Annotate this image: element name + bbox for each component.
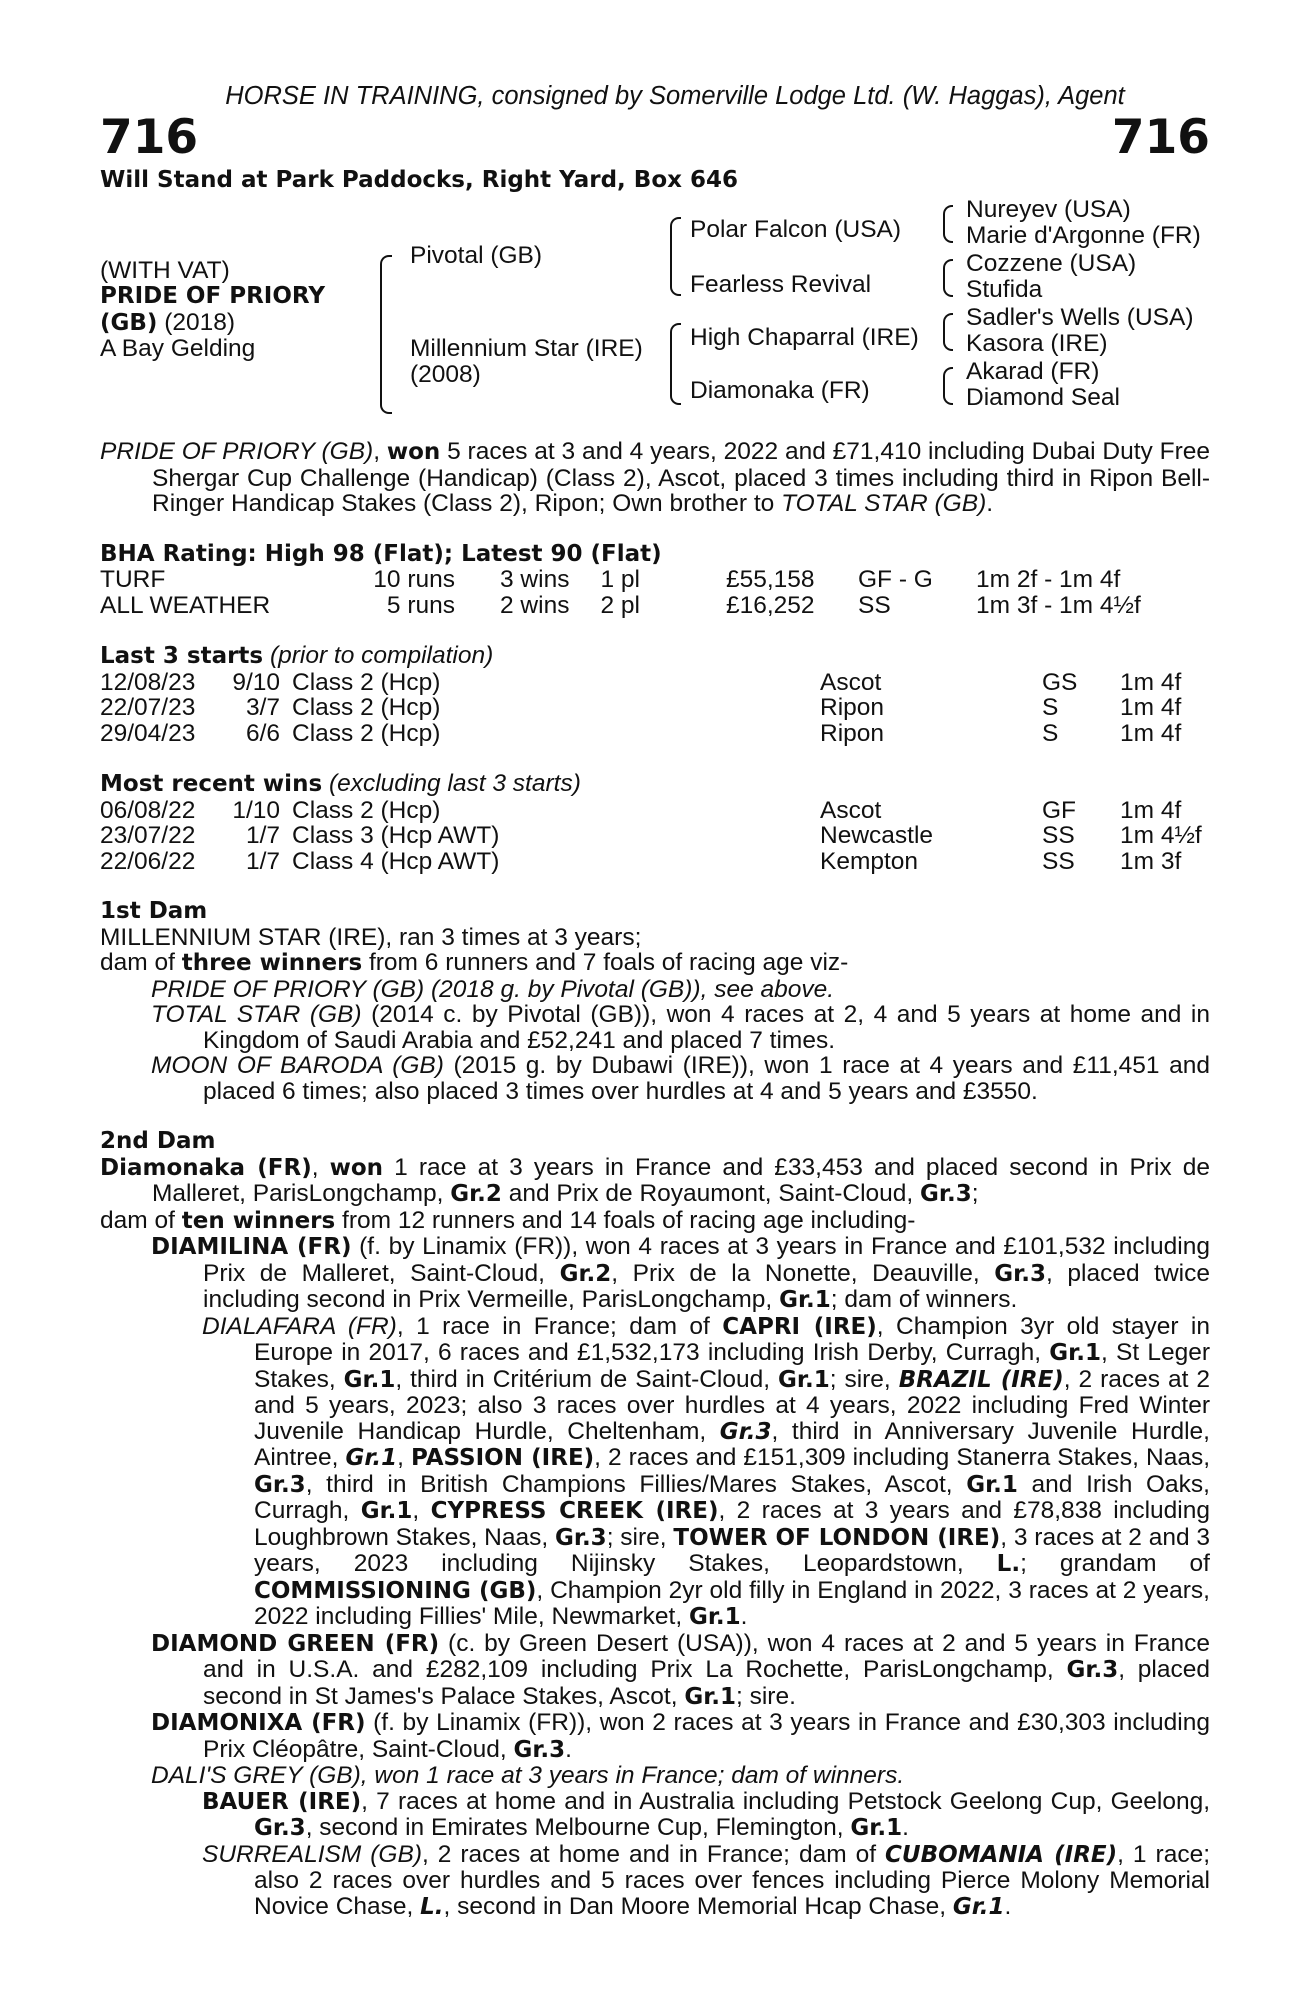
race-row: 22/06/22 1/7 Class 4 (Hcp AWT) Kempton SS 1m 3f xyxy=(100,847,1182,875)
pedigree-brace-7 xyxy=(943,367,953,405)
pedigree-brace-1 xyxy=(380,255,392,414)
pedigree-brace-4 xyxy=(943,205,953,243)
pedigree-brace-5 xyxy=(943,259,953,297)
produce-entry: DIALAFARA (FR), 1 race in France; dam of CAPRI (IRE), Champion 3yr old stayer in Europe in 2017, 6 races and £1,532,173 including Irish Derby, Curragh, Gr.1, St Leger Stakes, Gr.1, third in Critérium de Saint-Cloud, Gr.1; sire, BRAZIL (IRE), 2 races at 2 and 5 years, 2023; also 3 races over hurdles at 4 years, 2022 including Fred Winter Juvenile Handicap Hurdle, Cheltenham, Gr.3, third in Anniversary Juvenile Hurdle, Aintree, Gr.1, PASSION (IRE), 2 races and £151,309 including Stanerra Stakes, Naas, Gr.3, third in British Champions Fillies/Mares Stakes, Ascot, Gr.1 and Irish Oaks, Curragh, Gr.1, CYPRESS CREEK (IRE), 2 races at 3 years and £78,838 including Loughbrown Stakes, Naas, Gr.3; sire, TOWER OF LONDON (IRE), 3 races at 2 and 3 years, 2023 including Nijinsky Stakes, Leopardstown, L.; grandam of COMMISSIONING (GB), Champion 2yr old filly in England in 2022, 3 races at 2 years, 2022 including Fillies' Mile, Newmarket, Gr.1. xyxy=(202,1312,1211,1630)
pedigree-table xyxy=(100,195,1210,423)
race-record-summary: PRIDE OF PRIORY (GB), won 5 races at 3 and 4 years, 2022 and £71,410 including Dubai Duty Free Shergar Cup Challenge (Handicap) (Class 2), Ascot, placed 3 times including third in Ripon Bell-Ringer Handicap Stakes (Class 2), Ripon; Own brother to TOTAL STAR (GB). xyxy=(100,438,1210,517)
first-dam-section xyxy=(100,899,1210,1104)
recent-wins-heading: Most recent wins (excluding last 3 starts) xyxy=(100,770,581,797)
dam-sire: High Chaparral (IRE) xyxy=(690,324,919,351)
produce-entry: DIAMILINA (FR) (f. by Linamix (FR)), won 4 races at 3 years in France and £101,532 including Prix de Malleret, Saint-Cloud, Gr.2, Prix de la Nonette, Deauville, Gr.3, placed twice including second in Prix Vermeille, ParisLongchamp, Gr.1; dam of winners. xyxy=(151,1233,1210,1313)
horse-name: PRIDE OF PRIORY xyxy=(100,283,325,309)
race-row: 12/08/23 9/10 Class 2 (Hcp) Ascot GS 1m 4f xyxy=(100,668,1182,696)
catalogue-page xyxy=(100,84,1210,1920)
horse-origin: (GB) (2018) xyxy=(100,309,236,336)
bha-rating-section xyxy=(100,542,1210,619)
produce-entry: DALI'S GREY (GB), won 1 race at 3 years in France; dam of winners. xyxy=(151,1762,905,1789)
sire-sire: Polar Falcon (USA) xyxy=(690,216,902,243)
first-dam-heading: 1st Dam xyxy=(100,898,208,924)
race-row: 29/04/23 6/6 Class 2 (Hcp) Ripon S 1m 4f xyxy=(100,719,1182,747)
lot-number-right: 716 xyxy=(1111,109,1210,165)
recent-wins-section xyxy=(100,771,1210,874)
race-row: 06/08/22 1/10 Class 2 (Hcp) Ascot GF 1m 4f xyxy=(100,796,1182,824)
produce-entry: BAUER (IRE), 7 races at home and in Australia including Petstock Geelong Cup, Geelong, Gr.3, second in Emirates Melbourne Cup, Flemington, Gr.1. xyxy=(202,1787,1211,1841)
dam-dam: Diamonaka (FR) xyxy=(690,377,870,404)
consignment-line: HORSE IN TRAINING, consigned by Somerville Lodge Ltd. (W. Haggas), Agent xyxy=(225,82,1125,110)
produce-entry: DIAMOND GREEN (FR) (c. by Green Desert (USA)), won 4 races at 2 and 5 years in France and in U.S.A. and £282,109 including Prix La Rochette, ParisLongchamp, Gr.3, placed second in St James's Palace Stakes, Ascot, Gr.1; sire. xyxy=(151,1629,1211,1710)
produce-entry: TOTAL STAR (GB) (2014 c. by Pivotal (GB)), won 4 races at 2, 4 and 5 years at home and in Kingdom of Saudi Arabia and £52,241 and placed 7 times. xyxy=(151,1001,1210,1054)
pedigree-ddd: Diamond Seal xyxy=(966,384,1120,411)
sire-dam: Fearless Revival xyxy=(690,271,872,298)
pedigree-sdd: Stufida xyxy=(966,276,1043,303)
first-dam-line: MILLENNIUM STAR (IRE), ran 3 times at 3 years; xyxy=(100,923,642,951)
pedigree-dsd: Kasora (IRE) xyxy=(966,330,1108,357)
second-dam-produce: dam of ten winners from 12 runners and 14 foals of racing age including- xyxy=(100,1206,916,1234)
stabling-location: Will Stand at Park Paddocks, Right Yard, Box 646 xyxy=(100,166,738,193)
lot-number-row xyxy=(100,110,1210,166)
last-starts-section xyxy=(100,643,1210,746)
race-row: 23/07/22 1/7 Class 3 (Hcp AWT) Newcastle SS 1m 4½f xyxy=(100,822,1202,849)
pedigree-brace-6 xyxy=(943,313,953,351)
second-dam-intro: Diamonaka (FR), won 1 race at 3 years in France and £33,453 and placed second in Prix de Malleret, ParisLongchamp, Gr.2 and Prix de Royaumont, Saint-Cloud, Gr.3; xyxy=(100,1153,1210,1207)
pedigree-brace-3 xyxy=(670,323,681,405)
last-starts-heading: Last 3 starts (prior to compilation) xyxy=(100,642,494,669)
pedigree-sss: Nureyev (USA) xyxy=(966,196,1131,223)
bha-rating-heading: BHA Rating: High 98 (Flat); Latest 90 (Flat) xyxy=(100,540,662,567)
produce-entry: SURREALISM (GB), 2 races at home and in France; dam of CUBOMANIA (IRE), 1 race; also 2 races over hurdles and 5 races over fences including Pierce Molony Memorial Novice Chase, L., second in Dan Moore Memorial Hcap Chase, Gr.1. xyxy=(202,1840,1211,1920)
pedigree-sds: Cozzene (USA) xyxy=(966,250,1137,277)
dam-year: (2008) xyxy=(410,361,481,388)
pedigree-dss: Sadler's Wells (USA) xyxy=(966,304,1194,331)
second-dam-heading: 2nd Dam xyxy=(100,1128,216,1154)
dam: Millennium Star (IRE) xyxy=(410,335,643,362)
produce-entry: PRIDE OF PRIORY (GB) (2018 g. by Pivotal (GB)), see above. xyxy=(151,975,835,1003)
pedigree-dds: Akarad (FR) xyxy=(966,358,1100,385)
sire: Pivotal (GB) xyxy=(410,242,543,269)
produce-entry: DIAMONIXA (FR) (f. by Linamix (FR)), won 2 races at 3 years in France and £30,303 including Prix Cléopâtre, Saint-Cloud, Gr.3. xyxy=(151,1709,1210,1763)
rating-row: ALL WEATHER 5 runs 2 wins 2 pl £16,252 SS 1m 3f - 1m 4½f xyxy=(100,591,1141,619)
lot-number-left: 716 xyxy=(100,109,199,165)
first-dam-produce: dam of three winners from 6 runners and 7 foals of racing age viz- xyxy=(100,949,849,976)
vat-note: (WITH VAT) xyxy=(100,257,230,284)
horse-description: A Bay Gelding xyxy=(100,335,256,362)
pedigree-ssd: Marie d'Argonne (FR) xyxy=(966,222,1201,249)
second-dam-section xyxy=(100,1129,1210,1920)
rating-row: TURF 10 runs 3 wins 1 pl £55,158 GF - G 1m 2f - 1m 4f xyxy=(100,566,1121,593)
produce-entry: MOON OF BARODA (GB) (2015 g. by Dubawi (IRE)), won 1 race at 4 years and £11,451 and placed 6 times; also placed 3 times over hurdles at 4 and 5 years and £3550. xyxy=(151,1052,1211,1105)
race-row: 22/07/23 3/7 Class 2 (Hcp) Ripon S 1m 4f xyxy=(100,694,1182,721)
pedigree-brace-2 xyxy=(670,217,681,296)
